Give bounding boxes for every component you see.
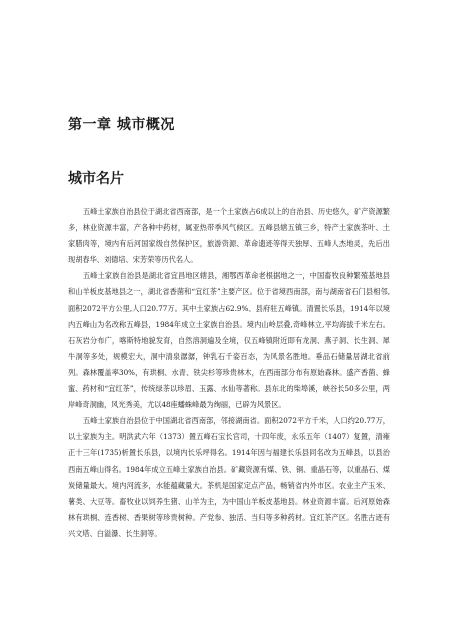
paragraph: 五峰土家族自治县位于中国湖北省西南部，邻接湖南省。面积2072平方千米，人口约20.77万，以土家族为主。明洪武六年（1373）置五峰石宝长官司，十四年废，永乐五年（1407）复置，清雍正十三年(1735)析置长乐县，以境内长乐坪得名。1914年因与福建长乐县同名改为五峰县，以县治西南五峰山得名。1984年成立五峰土家族自治县。矿藏资源有煤、铁、铜、重晶石等，以重晶石、煤炭储量最大。境内河流多，水能蕴藏量大。茶机是国家定点产品，畅销省内外市区。农业主产玉米、薯类、大豆等。畜牧业以饲养生猪、山羊为主，为中国山羊板皮基地县。林业资源丰富。后河原始森林有珙桐、连香树、香果树等珍贵树种。产党参、独活、当归等多种药材。宜红茶产区。名胜古迹有兴文塔、白溢瀑、长生洞等。 [68,416,390,538]
body-text [68,204,390,542]
chapter-title: 第一章 城市概况 [68,117,175,133]
paragraph: 五峰土家族自治县位于湖北省西南部，是一个土家族占6成以上的自治县、历史悠久，矿产资源繁多，林业资源丰富，产各种中药材，属亚热带季风气候区。五峰县辖五镇三乡，特产土家族茶叶、土家腊肉等，境内有后河国家级自然保护区，旅游资源、革命遗迹等得天独厚、五峰人杰地灵，先后出现胡春华、刘德培、宋芳荣等历代名人。 [68,207,390,265]
paragraph: 五峰土家族自治县是湖北省宜昌地区辖县，湘鄂西革命老根据地之一，中国畜牧良种繁殖基地县和山羊板皮基地县之一，湖北省香菌和“宜红茶”主要产区。位于省境西南部，南与湖南省石门县相邻,面积2072平方公里,人口20.77万。其中土家族占62.9%、县府驻五峰镇。清置长乐县，1914年以境内五峰山为名改称五峰县，1984年成立土家族自治县。境内山岭层叠,奇峰林立,平均海拔千米左右。石灰岩分布广，喀斯特地貌发育，自然溶洞遍及全境，仅五峰镇附近即有龙洞、燕子洞、长生洞、犀牛洞等多处，规模宏大，洞中清泉潺潺，钟乳石千姿百态，为风景名胜地。垂品石储量居湖北省前列。森林覆盖率30%，有珙桐、水青、铁尖杉等珍贵林木，在西南部分布有原始森林。盛产香菌、蜂蜜、药材和“宜红茶”，传统绿茶以珍眉、玉露、水仙等著称。县东北的柴埠溪，峡谷长50多公里，两岸峰奇洞幽，风光秀美，尤以48座蟠蛛峰最为绚丽，已辟为风景区。 [68,271,390,410]
section-title: 城市名片 [68,171,124,187]
